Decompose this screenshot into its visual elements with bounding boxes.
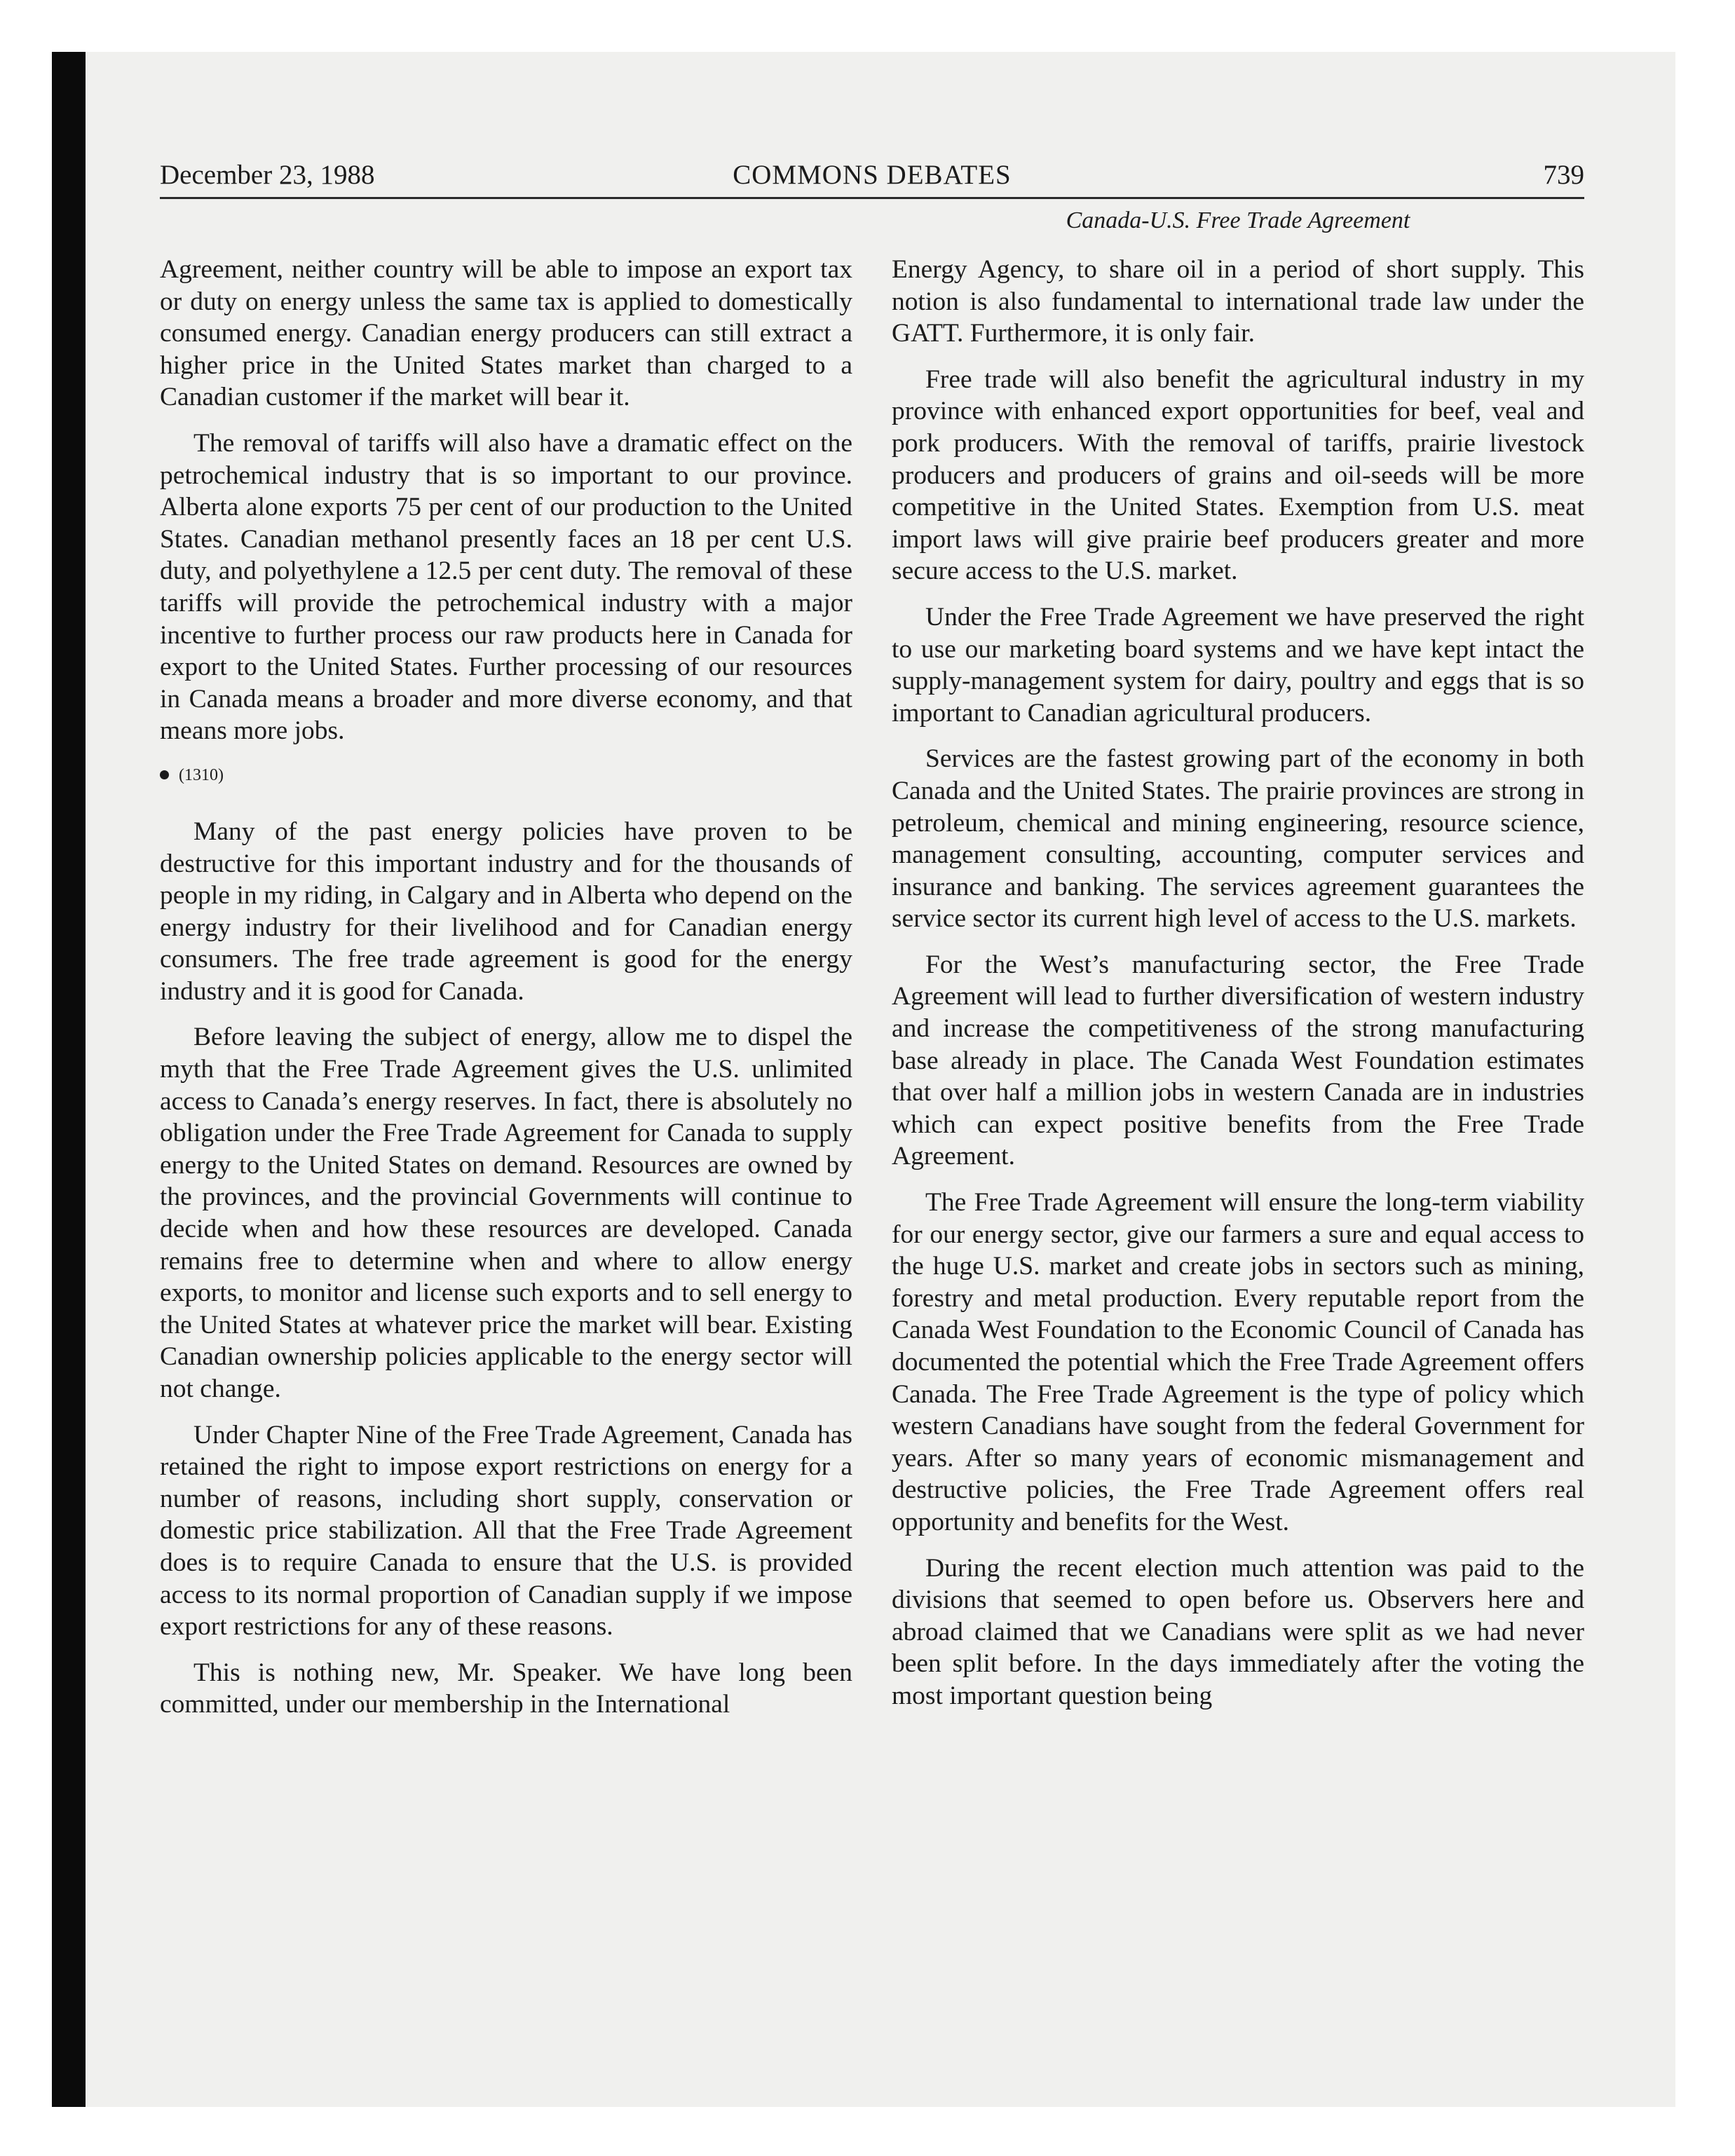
header-rule — [160, 197, 1584, 199]
time-marker — [160, 761, 852, 789]
header-date: December 23, 1988 — [160, 160, 375, 190]
paragraph: Energy Agency, to share oil in a period of short supply. This notion is also fundamental to international trade law under the GATT. Furthermore, it is only fair. — [892, 255, 1584, 348]
binding-edge-shadow — [52, 52, 86, 2107]
header-title: COMMONS DEBATES — [733, 160, 1012, 190]
paragraph: Agreement, neither country will be able to impose an export tax or duty on energy unless the same tax is applied to domestically consumed energy. Canadian energy producers can still extract a higher price in the United States market than charged to a Canadian customer if the market will bear it. — [160, 255, 852, 412]
paragraph: The removal of tariffs will also have a dramatic effect on the petrochemical industry that is so important to our province. Alberta alone exports 75 per cent of our production to the United States. Canadian methanol presently faces an 18 per cent U.S. duty, and polyethylene a 12.5 per cent duty. The removal of these tariffs will provide the petrochemical industry with a major incentive to further process our raw products here in Canada for export to the United States. Further processing of our resources in Canada means a broader and more diverse economy, and that means more jobs. — [160, 428, 852, 746]
paragraph: Under Chapter Nine of the Free Trade Agreement, Canada has retained the right to impose export restrictions on energy for a number of reasons, including short supply, conservation or domestic price stabilization. All that the Free Trade Agreement does is to require Canada to ensure that the U.S. is provided access to its normal proportion of Canadian supply if we impose export restrictions for any of these reasons. — [160, 1420, 852, 1642]
paragraph: Under the Free Trade Agreement we have preserved the right to use our marketing board systems and we have kept intact the supply-management system for dairy, poultry and eggs that is so important to Canadian agricultural producers. — [892, 602, 1584, 728]
time-marker-label: (1310) — [179, 765, 224, 784]
bullet-icon — [160, 770, 169, 779]
paragraph: This is nothing new, Mr. Speaker. We have long been committed, under our membership in the International — [160, 1658, 852, 1719]
page-number: 739 — [1543, 160, 1584, 190]
paragraph: Services are the fastest growing part of the economy in both Canada and the United States. The prairie provinces are strong in petroleum, chemical and mining engineering, resource science, management consulting, accounting, computer services and insurance and banking. The services agreement guarantees the service sector its current high level of access to the U.S. markets. — [892, 744, 1584, 934]
running-head — [160, 154, 1584, 196]
paragraph: Before leaving the subject of energy, allow me to dispel the myth that the Free Trade Agreement gives the U.S. unlimited access to Canada’s energy reserves. In fact, there is absolutely no obligation under the Free Trade Agreement for Canada to supply energy to the United States on demand. Resources are owned by the provinces, and the provincial Governments will continue to decide when and how these resources are developed. Canada remains free to determine when and where to allow energy exports, to monitor and license such exports and to sell energy to the United States at whatever price the market will bear. Existing Canadian ownership policies applicable to the energy sector will not change. — [160, 1023, 852, 1403]
paragraph: For the West’s manufacturing sector, the Free Trade Agreement will lead to further diversification of western industry and increase the competitiveness of the strong manufacturing base already in place. The Canada West Foundation estimates that over half a million jobs in western Canada are in industries which can expect positive benefits from the Free Trade Agreement. — [892, 950, 1584, 1171]
paragraph: Free trade will also benefit the agricultural industry in my province with enhanced export opportunities for beef, veal and pork producers. With the removal of tariffs, prairie livestock producers and producers of grains and oil-seeds will be more competitive in the United States. Exemption from U.S. meat import laws will give prairie beef producers greater and more secure access to the U.S. market. — [892, 364, 1584, 586]
paragraph: The Free Trade Agreement will ensure the long-term viability for our energy sector, give our farmers a sure and equal access to the huge U.S. market and create jobs in sectors such as mining, forestry and metal production. Every reputable report from the Canada West Foundation to the Economic Council of Canada has documented the potential which the Free Trade Agreement offers Canada. The Free Trade Agreement is the type of policy which western Canadians have sought from the federal Government for years. After so many years of economic mismanagement and destructive policies, the Free Trade Agreement offers real opportunity and benefits for the West. — [892, 1188, 1584, 1536]
section-title: Canada-U.S. Free Trade Agreement — [1066, 207, 1410, 233]
left-column — [160, 254, 852, 1735]
paragraph: During the recent election much attention was paid to the divisions that seemed to open before us. Observers here and abroad claimed that we Canadians were split as we had never been split before. In the days immediately after the voting the most important question being — [892, 1553, 1584, 1710]
paragraph: Many of the past energy policies have proven to be destructive for this important industry and for the thousands of people in my riding, in Calgary and in Alberta who depend on the energy industry for their livelihood and for Canadian energy consumers. The free trade agreement is good for the energy industry and it is good for Canada. — [160, 817, 852, 1006]
right-column — [892, 254, 1584, 1726]
